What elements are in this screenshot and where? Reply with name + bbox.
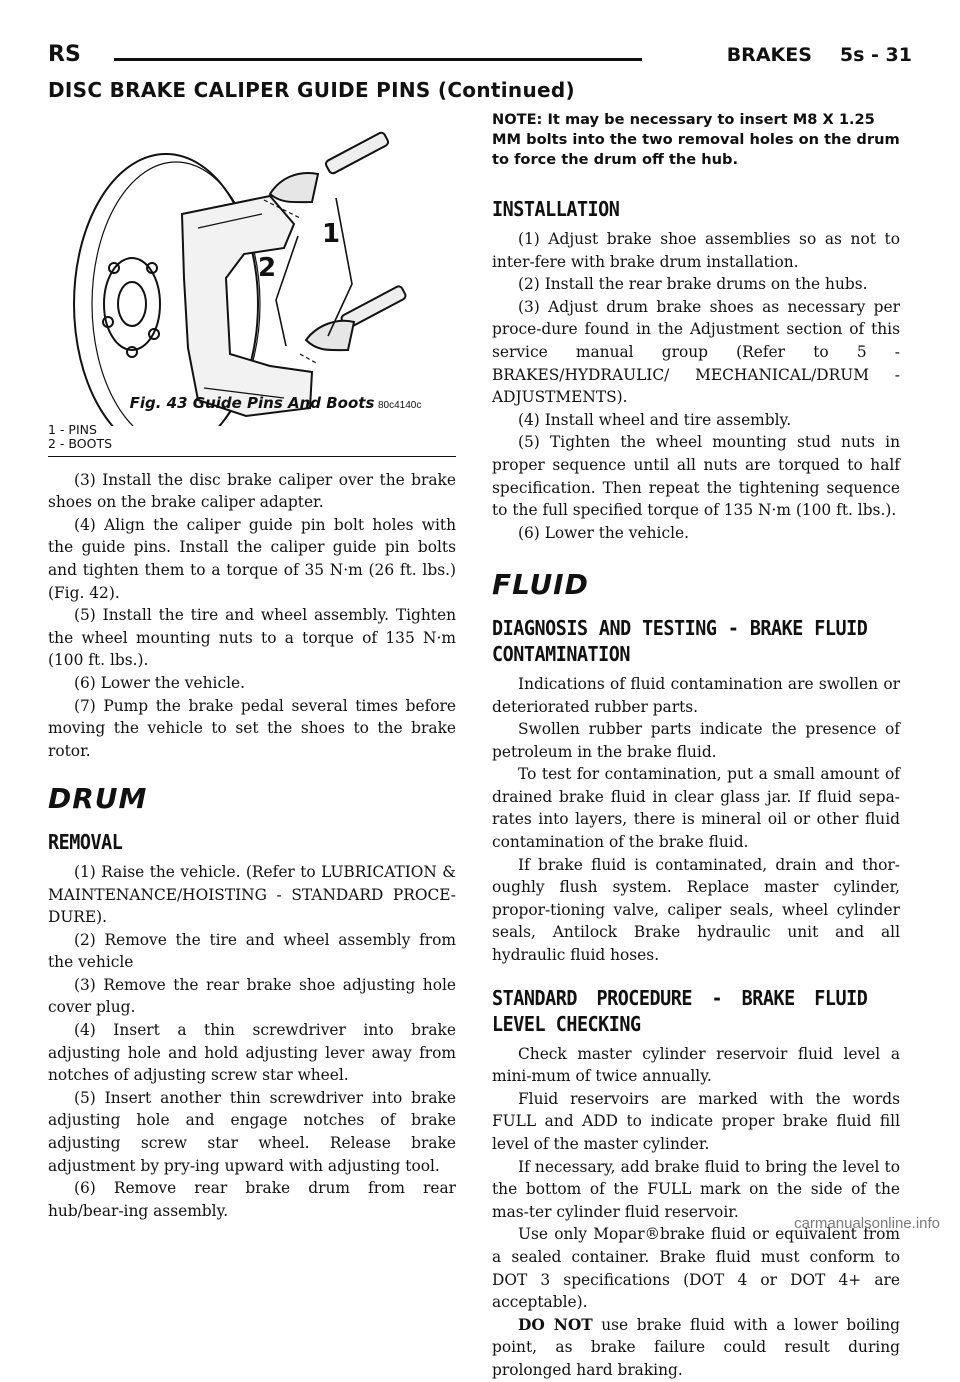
callout-1: 1 [322,219,341,249]
installation-step: (1) Adjust brake shoe assemblies so as not to inter-fere with brake drum installation. [492,230,900,271]
warning-paragraph [492,1314,900,1382]
right-column [492,110,900,1382]
subsection-title-standard-procedure: STANDARD PROCEDURE - BRAKE FLUID LEVEL CHECKING [492,985,868,1036]
removal-step: (4) Insert a thin screwdriver into brake adjusting hole and hold adjusting lever away from notches of adjusting screw star wheel. [48,1021,456,1085]
diagnosis-paragraph: Swollen rubber parts indicate the presence of petroleum in the brake fluid. [492,720,900,761]
subsection-title-diagnosis: DIAGNOSIS AND TESTING - BRAKE FLUID CONTAMINATION [492,615,868,666]
header-section: BRAKES [726,44,812,66]
paragraph: (5) Install the tire and wheel assembly. Tighten the wheel mounting nuts to a torque of 135 N·m (100 ft. lbs.). [48,606,456,670]
procedure-paragraph: Use only Mopar®brake fluid or equivalent from a sealed container. Brake fluid must conform to DOT 3 specifications (DOT 4 or DOT 4+ are acceptable). [492,1225,900,1312]
figure-guide-pins [48,108,456,426]
header-page-number: 5s - 31 [839,44,912,66]
paragraph: (7) Pump the brake pedal several times before moving the vehicle to set the shoes to the brake rotor. [48,696,456,760]
section-title-drum: DRUM [48,782,148,816]
installation-step: (2) Install the rear brake drums on the hubs. [518,275,868,294]
page-header [48,38,912,72]
figure-code: 80c4140c [378,400,422,411]
subsection-title-removal: REMOVAL [48,829,123,854]
procedure-paragraph: Fluid reservoirs are marked with the words FULL and ADD to indicate proper brake fluid fill level of the master cylinder. [492,1089,900,1153]
removal-step: (6) Remove rear brake drum from rear hub/bear-ing assembly. [48,1179,456,1220]
header-rule [114,58,642,61]
removal-step: (1) Raise the vehicle. (Refer to LUBRICATION & MAINTENANCE/HOISTING - STANDARD PROCE-DURE). [48,862,456,927]
section-title-fluid: FLUID [492,568,589,602]
figure-divider [48,456,456,457]
procedure-paragraph: Check master cylinder reservoir fluid level a mini-mum of twice annually. [492,1044,900,1086]
diagnosis-paragraph: Indications of fluid contamination are swollen or deteriorated rubber parts. [492,674,900,716]
callout-2: 2 [258,253,277,283]
left-column [48,108,456,1222]
paragraph: (3) Install the disc brake caliper over the brake shoes on the brake caliper adapter. [48,470,456,512]
installation-step: (4) Install wheel and tire assembly. [518,410,792,429]
subsection-title-installation: INSTALLATION [492,197,620,221]
installation-step: (6) Lower the vehicle. [518,523,689,542]
removal-step: (5) Insert another thin screwdriver into brake adjusting hole and engage notches of brake adjusting screw star wheel. Release brake adjustment by pry-ing upward with adjusting tool. [48,1088,456,1175]
header-right [727,44,912,66]
figure-caption: Fig. 43 Guide Pins And Boots [129,394,375,412]
diagnosis-paragraph: To test for contamination, put a small amount of drained brake fluid in clear glass jar. If fluid sepa-rates into layers, there is mineral oil or other fluid contamination of the brake fluid. [492,765,900,852]
do-not-emphasis: DO NOT [518,1315,593,1334]
removal-step: (2) Remove the tire and wheel assembly from the vehicle [48,930,456,972]
installation-step: (5) Tighten the wheel mounting stud nuts in proper sequence until all nuts are torqued to half specification. Then repeat the tightening sequence to the full specified torque of 135 N·m (100 ft. lbs.). [492,433,900,520]
brake-rotor-illustration [48,108,456,426]
procedure-paragraph: If necessary, add brake fluid to bring the level to the bottom of the FULL mark on the side of the mas-ter cylinder fluid reservoir. [492,1157,900,1221]
paragraph: (6) Lower the vehicle. [74,673,245,692]
note-block [492,110,900,170]
note-text: NOTE: It may be necessary to insert M8 X 1.25 MM bolts into the two removal holes on the drum to force the drum off the hub. [492,111,900,168]
installation-step: (3) Adjust drum brake shoes as necessary per proce-dure found in the Adjustment section of this service manual group (Refer to 5 - BRAKES/HYDRAULIC/ MECHANICAL/DRUM - ADJUSTMENTS). [492,297,900,407]
watermark: carmanualsonline.info [794,1215,940,1232]
legend-item: 2 - BOOTS [48,435,113,451]
continued-title: DISC BRAKE CALIPER GUIDE PINS (Continued) [48,78,575,102]
figure-legend [48,423,456,451]
diagnosis-paragraph: If brake fluid is contaminated, drain and thor-oughly flush system. Replace master cylinder, propor-tioning valve, caliper seals, wheel cylinder seals, Antilock Brake hydraulic unit and all hydraulic fluid hoses. [492,855,900,965]
removal-step: (3) Remove the rear brake shoe adjusting hole cover plug. [48,975,456,1017]
header-left: RS [48,42,81,67]
paragraph: (4) Align the caliper guide pin bolt holes with the guide pins. Install the caliper guide pin bolts and tighten them to a torque of 35 N·m (26 ft. lbs.) (Fig. 42). [48,515,456,602]
legend-item: 1 - PINS [48,421,97,437]
warning-text: use brake fluid with a lower boiling point, as brake failure could result during prolonged hard braking. [492,1315,900,1379]
